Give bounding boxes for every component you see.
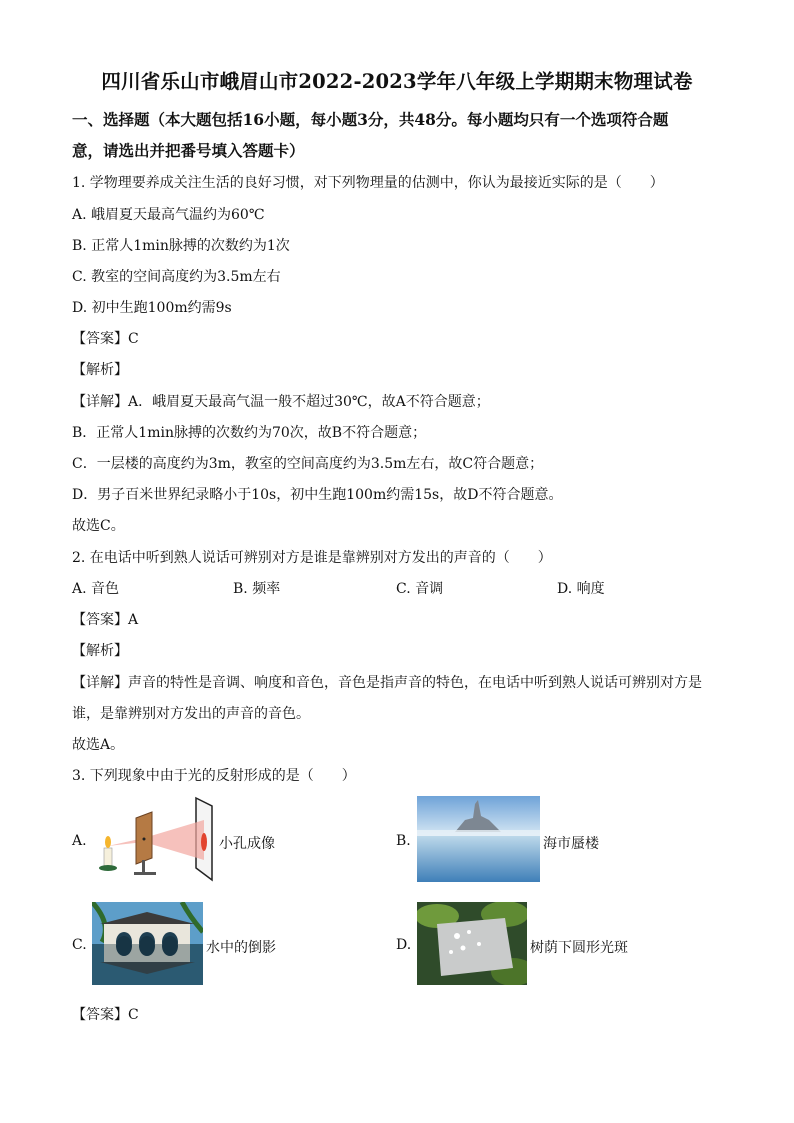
q2-option-c: C. 音调	[396, 581, 444, 597]
q3-answer: 【答案】C	[72, 1007, 139, 1023]
q1-option-d: D. 初中生跑100m约需9s	[72, 300, 232, 316]
q1-option-b: B. 正常人1min脉搏的次数约为1次	[72, 238, 290, 254]
section-heading-line1: 一、选择题（本大题包括16小题，每小题3分，共48分。每小题均只有一个选项符合题	[72, 110, 669, 129]
q3-option-d-caption: 树荫下圆形光斑	[530, 940, 628, 956]
q1-stem: 1. 学物理要养成关注生活的良好习惯，对下列物理量的估测中，你认为最接近实际的是（ ）	[72, 175, 664, 191]
q1-detail-line: 【详解】A．峨眉夏天最高气温一般不超过30℃，故A不符合题意；	[72, 394, 490, 410]
q1-conclusion: 故选C。	[72, 518, 125, 534]
mirage-picture	[417, 796, 540, 882]
q3-stem: 3. 下列现象中由于光的反射形成的是（ ）	[72, 768, 356, 784]
q2-option-a: A. 音色	[72, 581, 120, 597]
q1-detail-line: D．男子百米世界纪录略小于10s，初中生跑100m约需15s，故D不符合题意。	[72, 487, 563, 503]
q2-detail-line: 【详解】声音的特性是音调、响度和音色，音色是指声音的特色，在电话中听到熟人说话可辨别对方是	[72, 675, 702, 691]
q3-option-a-caption: 小孔成像	[219, 836, 275, 852]
water-reflection-picture	[92, 902, 203, 985]
q3-option-a-letter: A.	[72, 833, 87, 849]
q3-option-b-letter: B.	[396, 833, 411, 849]
q1-detail-line: B．正常人1min脉搏的次数约为70次，故B不符合题意；	[72, 425, 427, 441]
q1-analysis-label: 【解析】	[72, 362, 128, 378]
q2-analysis-label: 【解析】	[72, 643, 128, 659]
q3-option-c-caption: 水中的倒影	[206, 940, 276, 956]
q2-option-d: D. 响度	[557, 581, 605, 597]
q1-option-c: C. 教室的空间高度约为3.5m左右	[72, 269, 281, 285]
q1-answer: 【答案】C	[72, 331, 139, 347]
q2-detail-line: 谁，是靠辨别对方发出的声音的音色。	[72, 706, 310, 722]
q1-detail-line: C．一层楼的高度约为3m，教室的空间高度约为3.5m左右，故C符合题意；	[72, 456, 544, 472]
q2-answer: 【答案】A	[72, 612, 139, 628]
q2-conclusion: 故选A。	[72, 737, 125, 753]
q3-option-d-letter: D.	[396, 937, 412, 953]
q2-option-b: B. 频率	[233, 581, 281, 597]
q2-stem: 2. 在电话中听到熟人说话可辨别对方是谁是靠辨别对方发出的声音的（ ）	[72, 550, 552, 566]
page-title: 四川省乐山市峨眉山市2022-2023学年八年级上学期期末物理试卷	[101, 70, 693, 93]
tree-light-spots-picture	[417, 902, 527, 985]
q1-option-a: A. 峨眉夏天最高气温约为60℃	[72, 207, 265, 223]
section-heading-line2: 意，请选出并把番号填入答题卡）	[72, 141, 305, 160]
q3-option-b-caption: 海市蜃楼	[543, 836, 599, 852]
pinhole-imaging-picture	[92, 796, 216, 882]
q3-option-c-letter: C.	[72, 937, 87, 953]
